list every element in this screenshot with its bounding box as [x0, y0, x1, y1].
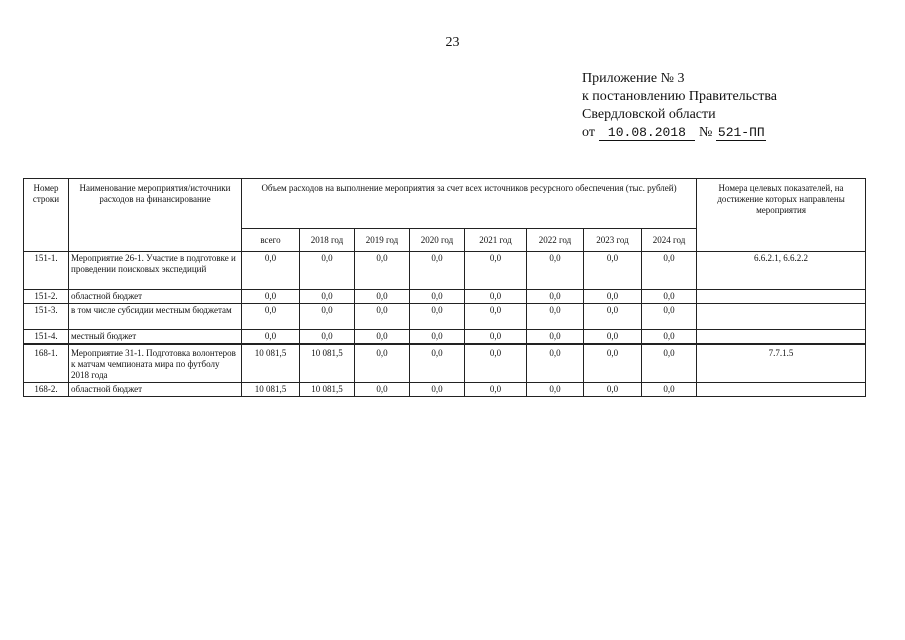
row-name: Мероприятие 31-1. Подготовка волонтеров к матчам чемпионата мира по футболу 2018 года: [69, 344, 242, 383]
value-cell: 0,0: [527, 290, 584, 304]
appendix-block: [582, 70, 777, 142]
header-year: 2019 год: [355, 229, 410, 252]
value-cell: 0,0: [355, 344, 410, 383]
header-name: Наименование мероприятия/источники расходов на финансирование: [69, 179, 242, 252]
value-cell: 0,0: [465, 290, 527, 304]
header-volume: Объем расходов на выполнение мероприятия за счет всех источников ресурсного обеспечения (тыс. рублей): [242, 179, 697, 229]
value-cell: 0,0: [300, 290, 355, 304]
value-cell: 0,0: [465, 330, 527, 345]
value-cell: 0,0: [410, 344, 465, 383]
row-name: в том числе субсидии местным бюджетам: [69, 304, 242, 330]
appendix-title: Приложение № 3: [582, 71, 685, 86]
target-indicators: [697, 383, 866, 397]
value-cell: 0,0: [242, 330, 300, 345]
target-indicators: [697, 290, 866, 304]
table-row: [24, 344, 866, 383]
header-year: всего: [242, 229, 300, 252]
value-cell: 0,0: [642, 344, 697, 383]
value-cell: 0,0: [355, 252, 410, 290]
value-cell: 0,0: [465, 252, 527, 290]
table-row: [24, 252, 866, 290]
page-number: 23: [445, 35, 460, 50]
value-cell: 0,0: [584, 304, 642, 330]
row-name: местный бюджет: [69, 330, 242, 345]
header-year: 2020 год: [410, 229, 465, 252]
value-cell: 0,0: [355, 304, 410, 330]
appendix-line-2: к постановлению Правительства: [582, 89, 778, 104]
row-name: Мероприятие 26-1. Участие в подготовке и проведении поисковых экспедиций: [69, 252, 242, 290]
value-cell: 0,0: [642, 330, 697, 345]
value-cell: 10 081,5: [242, 344, 300, 383]
value-cell: 0,0: [584, 383, 642, 397]
row-number: 151-1.: [24, 252, 69, 290]
value-cell: 0,0: [584, 290, 642, 304]
target-indicators: 6.6.2.1, 6.6.2.2: [697, 252, 866, 290]
target-indicators: [697, 330, 866, 345]
value-cell: 0,0: [465, 304, 527, 330]
value-cell: 0,0: [410, 290, 465, 304]
header-year: 2023 год: [584, 229, 642, 252]
value-cell: 0,0: [300, 330, 355, 345]
value-cell: 10 081,5: [242, 383, 300, 397]
appendix-date-line: [582, 124, 777, 142]
header-year: 2018 год: [300, 229, 355, 252]
row-number: 151-2.: [24, 290, 69, 304]
value-cell: 0,0: [584, 252, 642, 290]
value-cell: 0,0: [527, 330, 584, 345]
decree-number: 521-ПП: [717, 125, 765, 140]
value-cell: 0,0: [242, 290, 300, 304]
row-number: 151-3.: [24, 304, 69, 330]
decree-date: 10.08.2018: [599, 125, 695, 141]
from-label: от: [582, 125, 595, 140]
value-cell: 0,0: [242, 252, 300, 290]
table-row: [24, 330, 866, 345]
row-number: 151-4.: [24, 330, 69, 345]
value-cell: 0,0: [527, 383, 584, 397]
header-targets: Номера целевых показателей, на достижение которых направлены мероприятия: [697, 179, 866, 252]
table-row: [24, 304, 866, 330]
value-cell: 0,0: [355, 290, 410, 304]
row-number: 168-2.: [24, 383, 69, 397]
value-cell: 10 081,5: [300, 383, 355, 397]
row-number: 168-1.: [24, 344, 69, 383]
value-cell: 0,0: [642, 252, 697, 290]
value-cell: 0,0: [410, 330, 465, 345]
value-cell: 10 081,5: [300, 344, 355, 383]
header-year: 2024 год: [642, 229, 697, 252]
value-cell: 0,0: [300, 304, 355, 330]
value-cell: 0,0: [642, 290, 697, 304]
value-cell: 0,0: [410, 252, 465, 290]
value-cell: 0,0: [410, 383, 465, 397]
row-name: областной бюджет: [69, 290, 242, 304]
table-row: [24, 383, 866, 397]
header-row-number: Номер строки: [24, 179, 69, 252]
header-year: 2022 год: [527, 229, 584, 252]
value-cell: 0,0: [355, 383, 410, 397]
value-cell: 0,0: [584, 344, 642, 383]
value-cell: 0,0: [465, 344, 527, 383]
value-cell: 0,0: [465, 383, 527, 397]
number-label: №: [698, 125, 713, 140]
header-year: 2021 год: [465, 229, 527, 252]
value-cell: 0,0: [584, 330, 642, 345]
value-cell: 0,0: [410, 304, 465, 330]
value-cell: 0,0: [527, 344, 584, 383]
value-cell: 0,0: [642, 383, 697, 397]
appendix-line-3: Свердловской области: [582, 107, 716, 122]
value-cell: 0,0: [355, 330, 410, 345]
value-cell: 0,0: [527, 304, 584, 330]
row-name: областной бюджет: [69, 383, 242, 397]
table-row: [24, 290, 866, 304]
value-cell: 0,0: [242, 304, 300, 330]
table-header-row: [24, 179, 866, 229]
value-cell: 0,0: [642, 304, 697, 330]
value-cell: 0,0: [527, 252, 584, 290]
value-cell: 0,0: [300, 252, 355, 290]
target-indicators: [697, 304, 866, 330]
target-indicators: 7.7.1.5: [697, 344, 866, 383]
expenses-table: [23, 178, 866, 397]
